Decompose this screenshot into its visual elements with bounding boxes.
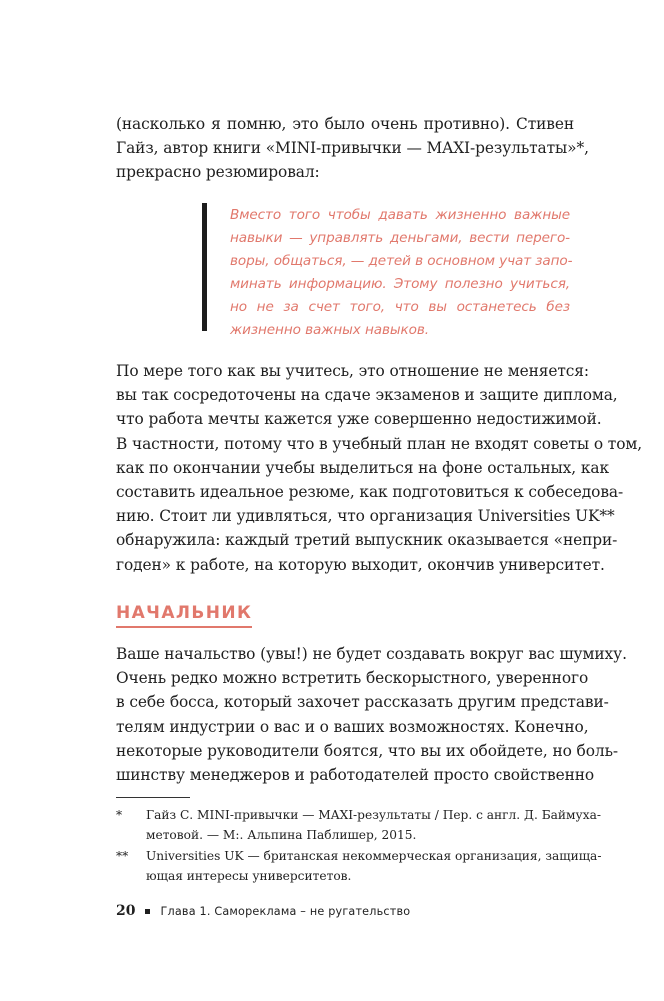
quote-line: но не за счет того, что вы останетесь без — [230, 299, 570, 315]
text-line: что работа мечты кажется уже совершенно недостижимой. — [116, 410, 602, 429]
page-number: 20 — [116, 903, 136, 919]
text-line: Гайз, автор книги «MINI-привычки — MAXI-результаты»*, — [116, 139, 589, 158]
quote-line: жизненно важных навыков. — [230, 322, 429, 338]
footnote-line: метовой. — М:. Альпина Паблишер, 2015. — [146, 827, 417, 842]
square-bullet-icon — [145, 909, 150, 914]
footnote-mark: * — [116, 808, 123, 822]
footnote-mark: ** — [116, 849, 129, 863]
quote-line: навыки — управлять деньгами, вести перего- — [230, 230, 570, 246]
page-footer — [116, 903, 410, 919]
text-line: некоторые руководители боятся, что вы их обойдете, но боль- — [116, 741, 618, 760]
text-line: годен» к работе, на которую выходит, окончив университет. — [116, 555, 605, 574]
text-line: телям индустрии о вас и о ваших возможностях. Конечно, — [116, 717, 589, 736]
footnote — [116, 806, 601, 845]
text-line: По мере того как вы учитесь, это отношение не меняется: — [116, 362, 589, 380]
text-line: (насколько я помню, это было очень противно). Стивен — [116, 115, 574, 133]
quote-line: воры, общаться, — детей в основном учат запо- — [230, 253, 573, 269]
text-line: шинству менеджеров и работодателей просто свойственно — [116, 766, 595, 785]
text-line: прекрасно резюмировал: — [116, 163, 320, 182]
footnote — [116, 847, 602, 886]
footnote-divider — [116, 797, 190, 798]
quote-line: минать информацию. Этому полезно учиться, — [230, 276, 570, 292]
quote-bar — [202, 203, 207, 331]
text-line: Ваше начальство (увы!) не будет создавать вокруг вас шумиху. — [116, 645, 627, 663]
section-heading: НАЧАЛЬНИК — [116, 603, 252, 628]
quote-line: Вместо того чтобы давать жизненно важные — [230, 207, 570, 223]
text-line: Очень редко можно встретить бескорыстного, уверенного — [116, 669, 589, 688]
footnote-line: Гайз С. MINI-привычки — MAXI-результаты / Пер. с англ. Д. Баймуха- — [146, 808, 601, 822]
body-paragraph — [116, 359, 643, 577]
body-paragraph — [116, 642, 627, 787]
footnote-line: Universities UK — британская некоммерческая организация, защища- — [146, 849, 602, 863]
block-quote — [230, 204, 573, 342]
intro-paragraph — [116, 112, 589, 185]
text-line: составить идеальное резюме, как подготовиться к собеседова- — [116, 483, 624, 502]
running-head: Глава 1. Самореклама – не ругательство — [160, 904, 411, 918]
text-line: вы так сосредоточены на сдаче экзаменов и защите диплома, — [116, 386, 618, 405]
text-line: обнаружила: каждый третий выпускник оказывается «непри- — [116, 531, 618, 550]
footnote-line: ющая интересы университетов. — [146, 868, 352, 883]
text-line: в себе босса, который захочет рассказать другим представи- — [116, 693, 609, 712]
text-line: нию. Стоит ли удивляться, что организация Universities UK** — [116, 507, 615, 526]
text-line: В частности, потому что в учебный план не входят советы о том, — [116, 434, 643, 453]
text-line: как по окончании учебы выделиться на фоне остальных, как — [116, 458, 609, 477]
